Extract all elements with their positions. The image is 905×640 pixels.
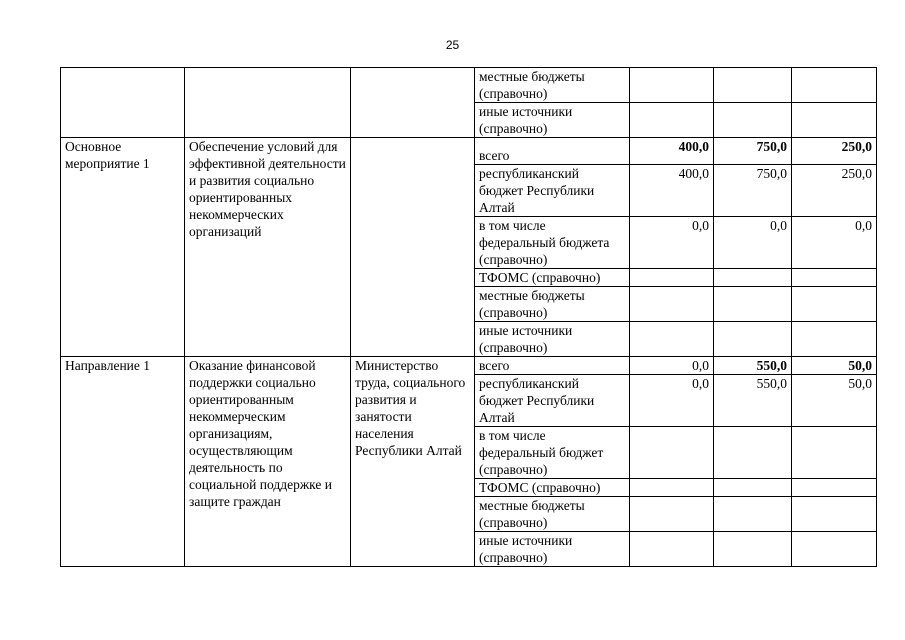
page-number: 25 <box>445 38 460 52</box>
executor-cell <box>351 68 475 138</box>
funding-source-cell: всего <box>475 138 630 165</box>
value-cell <box>792 68 877 103</box>
value-cell <box>630 322 714 357</box>
value-cell <box>714 322 792 357</box>
value-cell: 0,0 <box>630 217 714 269</box>
value-cell <box>714 497 792 532</box>
value-cell <box>714 68 792 103</box>
value-cell <box>630 287 714 322</box>
value-cell <box>630 532 714 567</box>
funding-source-cell: в том числе федеральный бюджет (справочно) <box>475 427 630 479</box>
value-cell: 750,0 <box>714 165 792 217</box>
value-cell <box>714 479 792 497</box>
value-cell <box>630 479 714 497</box>
value-cell <box>714 532 792 567</box>
value-cell <box>792 532 877 567</box>
value-cell <box>714 287 792 322</box>
value-cell <box>630 427 714 479</box>
value-cell <box>714 269 792 287</box>
value-cell: 50,0 <box>792 375 877 427</box>
value-cell <box>630 68 714 103</box>
funding-source-cell: местные бюджеты (справочно) <box>475 287 630 322</box>
funding-source-cell: республиканский бюджет Республики Алтай <box>475 375 630 427</box>
value-cell <box>630 103 714 138</box>
table-row <box>61 68 877 103</box>
value-cell: 400,0 <box>630 165 714 217</box>
value-cell <box>792 322 877 357</box>
funding-source-cell: ТФОМС (справочно) <box>475 269 630 287</box>
funding-source-cell: местные бюджеты (справочно) <box>475 68 630 103</box>
value-cell <box>714 103 792 138</box>
value-cell: 250,0 <box>792 165 877 217</box>
funding-source-cell: в том числе федеральный бюджета (справочно) <box>475 217 630 269</box>
value-cell <box>792 287 877 322</box>
description-cell: Оказание финансовой поддержки социально ориентированным некоммерческим организациям, осуществляющим деятельность по социальной поддержке и защите граждан <box>185 357 351 567</box>
value-cell <box>792 497 877 532</box>
value-cell <box>630 269 714 287</box>
value-cell: 250,0 <box>792 138 877 165</box>
funding-source-cell: иные источники (справочно) <box>475 322 630 357</box>
value-cell: 550,0 <box>714 375 792 427</box>
value-cell: 0,0 <box>714 217 792 269</box>
value-cell <box>714 427 792 479</box>
value-cell: 0,0 <box>792 217 877 269</box>
value-cell <box>792 269 877 287</box>
value-cell: 550,0 <box>714 357 792 375</box>
budget-table <box>60 67 877 567</box>
description-cell: Обеспечение условий для эффективной деятельности и развития социально ориентированных некоммерческих организаций <box>185 138 351 357</box>
funding-source-cell: ТФОМС (справочно) <box>475 479 630 497</box>
funding-source-cell: иные источники (справочно) <box>475 103 630 138</box>
value-cell <box>630 497 714 532</box>
description-cell <box>185 68 351 138</box>
executor-cell <box>351 138 475 357</box>
executor-cell: Министерство труда, социального развития и занятости населения Республики Алтай <box>351 357 475 567</box>
value-cell: 750,0 <box>714 138 792 165</box>
funding-source-cell: местные бюджеты (справочно) <box>475 497 630 532</box>
table-row <box>61 357 877 375</box>
value-cell <box>792 479 877 497</box>
value-cell: 0,0 <box>630 357 714 375</box>
table-row <box>61 138 877 165</box>
activity-cell: Направление 1 <box>61 357 185 567</box>
value-cell: 400,0 <box>630 138 714 165</box>
value-cell <box>792 427 877 479</box>
funding-source-cell: всего <box>475 357 630 375</box>
value-cell: 50,0 <box>792 357 877 375</box>
funding-source-cell: иные источники (справочно) <box>475 532 630 567</box>
value-cell <box>792 103 877 138</box>
activity-cell <box>61 68 185 138</box>
funding-source-cell: республиканский бюджет Республики Алтай <box>475 165 630 217</box>
activity-cell: Основное мероприятие 1 <box>61 138 185 357</box>
value-cell: 0,0 <box>630 375 714 427</box>
